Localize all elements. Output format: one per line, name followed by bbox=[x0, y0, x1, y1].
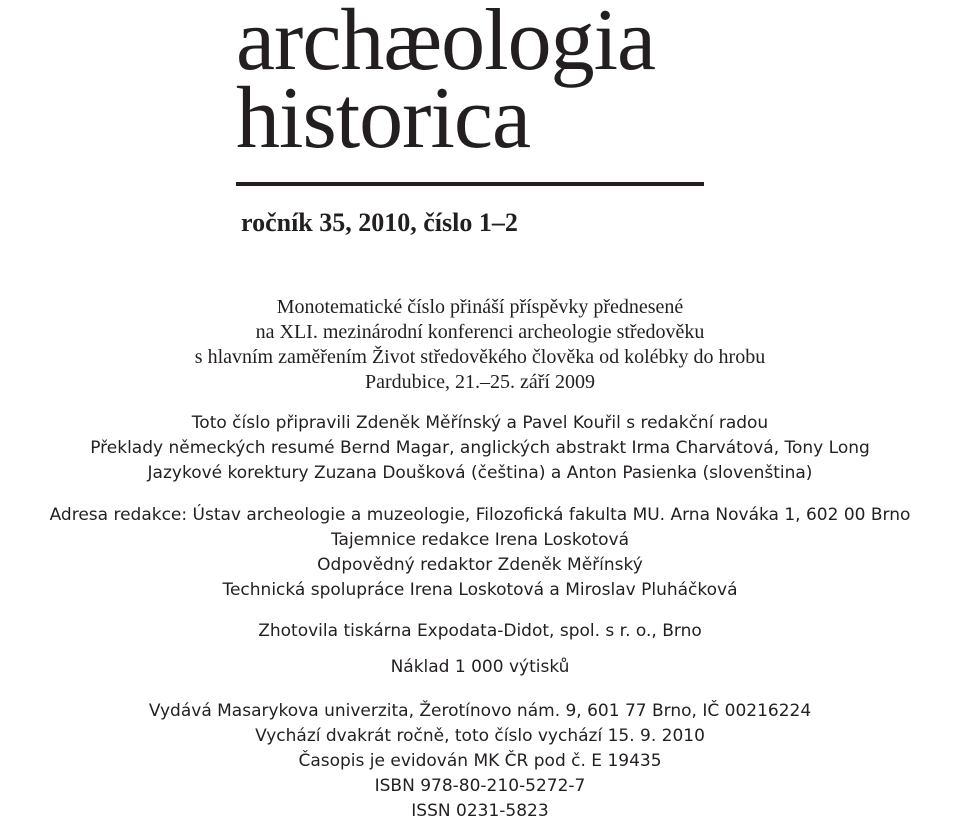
isbn-line: ISBN 978-80-210-5272-7 bbox=[374, 776, 586, 796]
intro-line: Monotematické číslo přináší příspěvky přednesené bbox=[276, 296, 684, 318]
editors-line: Jazykové korektury Zuzana Doušková (čeština) a Anton Pasienka (slovenština) bbox=[147, 463, 813, 483]
title-divider bbox=[236, 182, 704, 186]
journal-title bbox=[236, 0, 706, 167]
intro-block bbox=[0, 295, 960, 395]
intro-line: na XLI. mezinárodní konferenci archeologie středověku bbox=[255, 321, 705, 343]
intro-line: s hlavním zaměřením Život středověkého člověka od kolébky do hrobu bbox=[194, 346, 766, 368]
print-run-line: Náklad 1 000 výtisků bbox=[390, 657, 570, 677]
publisher-line: Vydává Masarykova univerzita, Žerotínovo nám. 9, 601 77 Brno, IČ 00216224 bbox=[148, 701, 812, 721]
address-line: Technická spolupráce Irena Loskotová a Miroslav Pluháčková bbox=[222, 580, 738, 600]
editors-line: Toto číslo připravili Zdeněk Měřínský a Pavel Kouřil s redakční radou bbox=[191, 413, 769, 433]
address-line: Tajemnice redakce Irena Loskotová bbox=[330, 530, 630, 550]
address-line: Odpovědný redaktor Zdeněk Měřínský bbox=[317, 555, 643, 575]
intro-line: Pardubice, 21.–25. září 2009 bbox=[365, 371, 595, 393]
publisher-line: Vychází dvakrát ročně, toto číslo vychází 15. 9. 2010 bbox=[255, 726, 705, 746]
printer-line: Zhotovila tiskárna Expodata-Didot, spol. s r. o., Brno bbox=[258, 621, 702, 641]
journal-title-line-2: historica bbox=[236, 70, 531, 167]
issn-line: ISSN 0231-5823 bbox=[411, 801, 549, 821]
publisher-line: Časopis je evidován MK ČR pod č. E 19435 bbox=[298, 751, 662, 771]
address-line: Adresa redakce: Ústav archeologie a muzeologie, Filozofická fakulta MU. Arna Nováka 1, 602 00 Brno bbox=[49, 505, 911, 525]
editors-line: Překlady německých resumé Bernd Magar, anglických abstrakt Irma Charvátová, Tony Long bbox=[90, 438, 870, 458]
journal-title-line-1: archæologia bbox=[236, 0, 656, 89]
issue-info: ročník 35, 2010, číslo 1–2 bbox=[241, 208, 518, 237]
address-block bbox=[0, 503, 960, 603]
editors-block bbox=[0, 411, 960, 486]
publisher-block bbox=[0, 699, 960, 824]
